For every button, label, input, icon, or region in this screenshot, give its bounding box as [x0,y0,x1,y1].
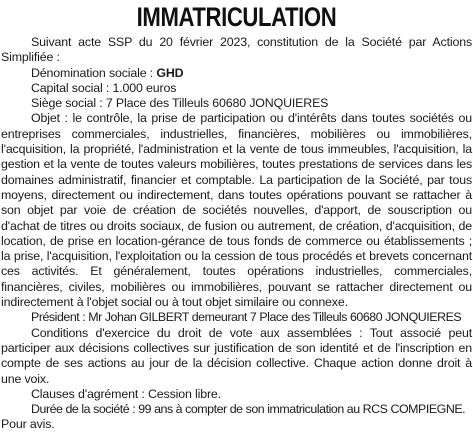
agrement-line: Clauses d'agrément : Cession libre. [31,386,221,401]
president-line: Président : Mr Johan GILBERT demeurant 7 Place des Tilleuls 60680 JONQUIERES [31,310,462,325]
duree-line: Durée de la société : 99 ans à compter de son immatriculation au RCS COMPIEGNE. [31,402,466,417]
intro-paragraph: Suivant acte SSP du 20 février 2023, constitution de la Société par Actions Simplifiée : [1,35,472,65]
denomination-line [1,66,472,81]
closing-line: Pour avis. [1,417,55,432]
capital-line: Capital social : 1.000 euros [31,80,177,95]
denomination-value: GHD [156,65,184,80]
objet-paragraph: Objet : le contrôle, la prise de participation ou d'intérêts dans toutes sociétés ou entreprises commerciales, industrielles, financières, mobilières ou immobilières, l'acquisition, la propriété, l'administration et la vente de tous immeubles, l'acquisition, la gestion et la vente de toutes valeurs mobilières, toutes prestations de services dans les domaines administratif, financier et comptable. La participation de la Société, par tous moyens, directement ou indirectement, dans toutes opérations pouvant se rattacher à son objet par voie de création de sociétés nouvelles, d'apport, de souscription ou d'achat de titres ou droits sociaux, de fusion ou autrement, de création, d'acquisition, de location, de prise en location-gérance de tous fonds de commerce ou établissements ; la prise, l'acquisition, l'exploitation ou la cession de tous procédés et brevets concernant ces activités. Et généralement, toutes opérations industrielles, commerciales, financières, civiles, mobilières ou immobilières, pouvant se rattacher directement ou indirectement à l'objet social ou à tout objet similaire ou connexe. [1,111,472,310]
notice-title: IMMATRICULATION [136,2,337,32]
siege-line: Siège social : 7 Place des Tilleuls 60680 JONQUIERES [31,96,329,111]
conditions-paragraph: Conditions d'exercice du droit de vote aux assemblées : Tout associé peut participer aux décisions collectives sur justification de son identité et de l'inscription en compte de ses actions au jour de la décision collective. Chaque action donne droit à une voix. [1,325,472,386]
denomination-label: Dénomination sociale : [31,65,157,80]
notice-body [1,35,472,433]
